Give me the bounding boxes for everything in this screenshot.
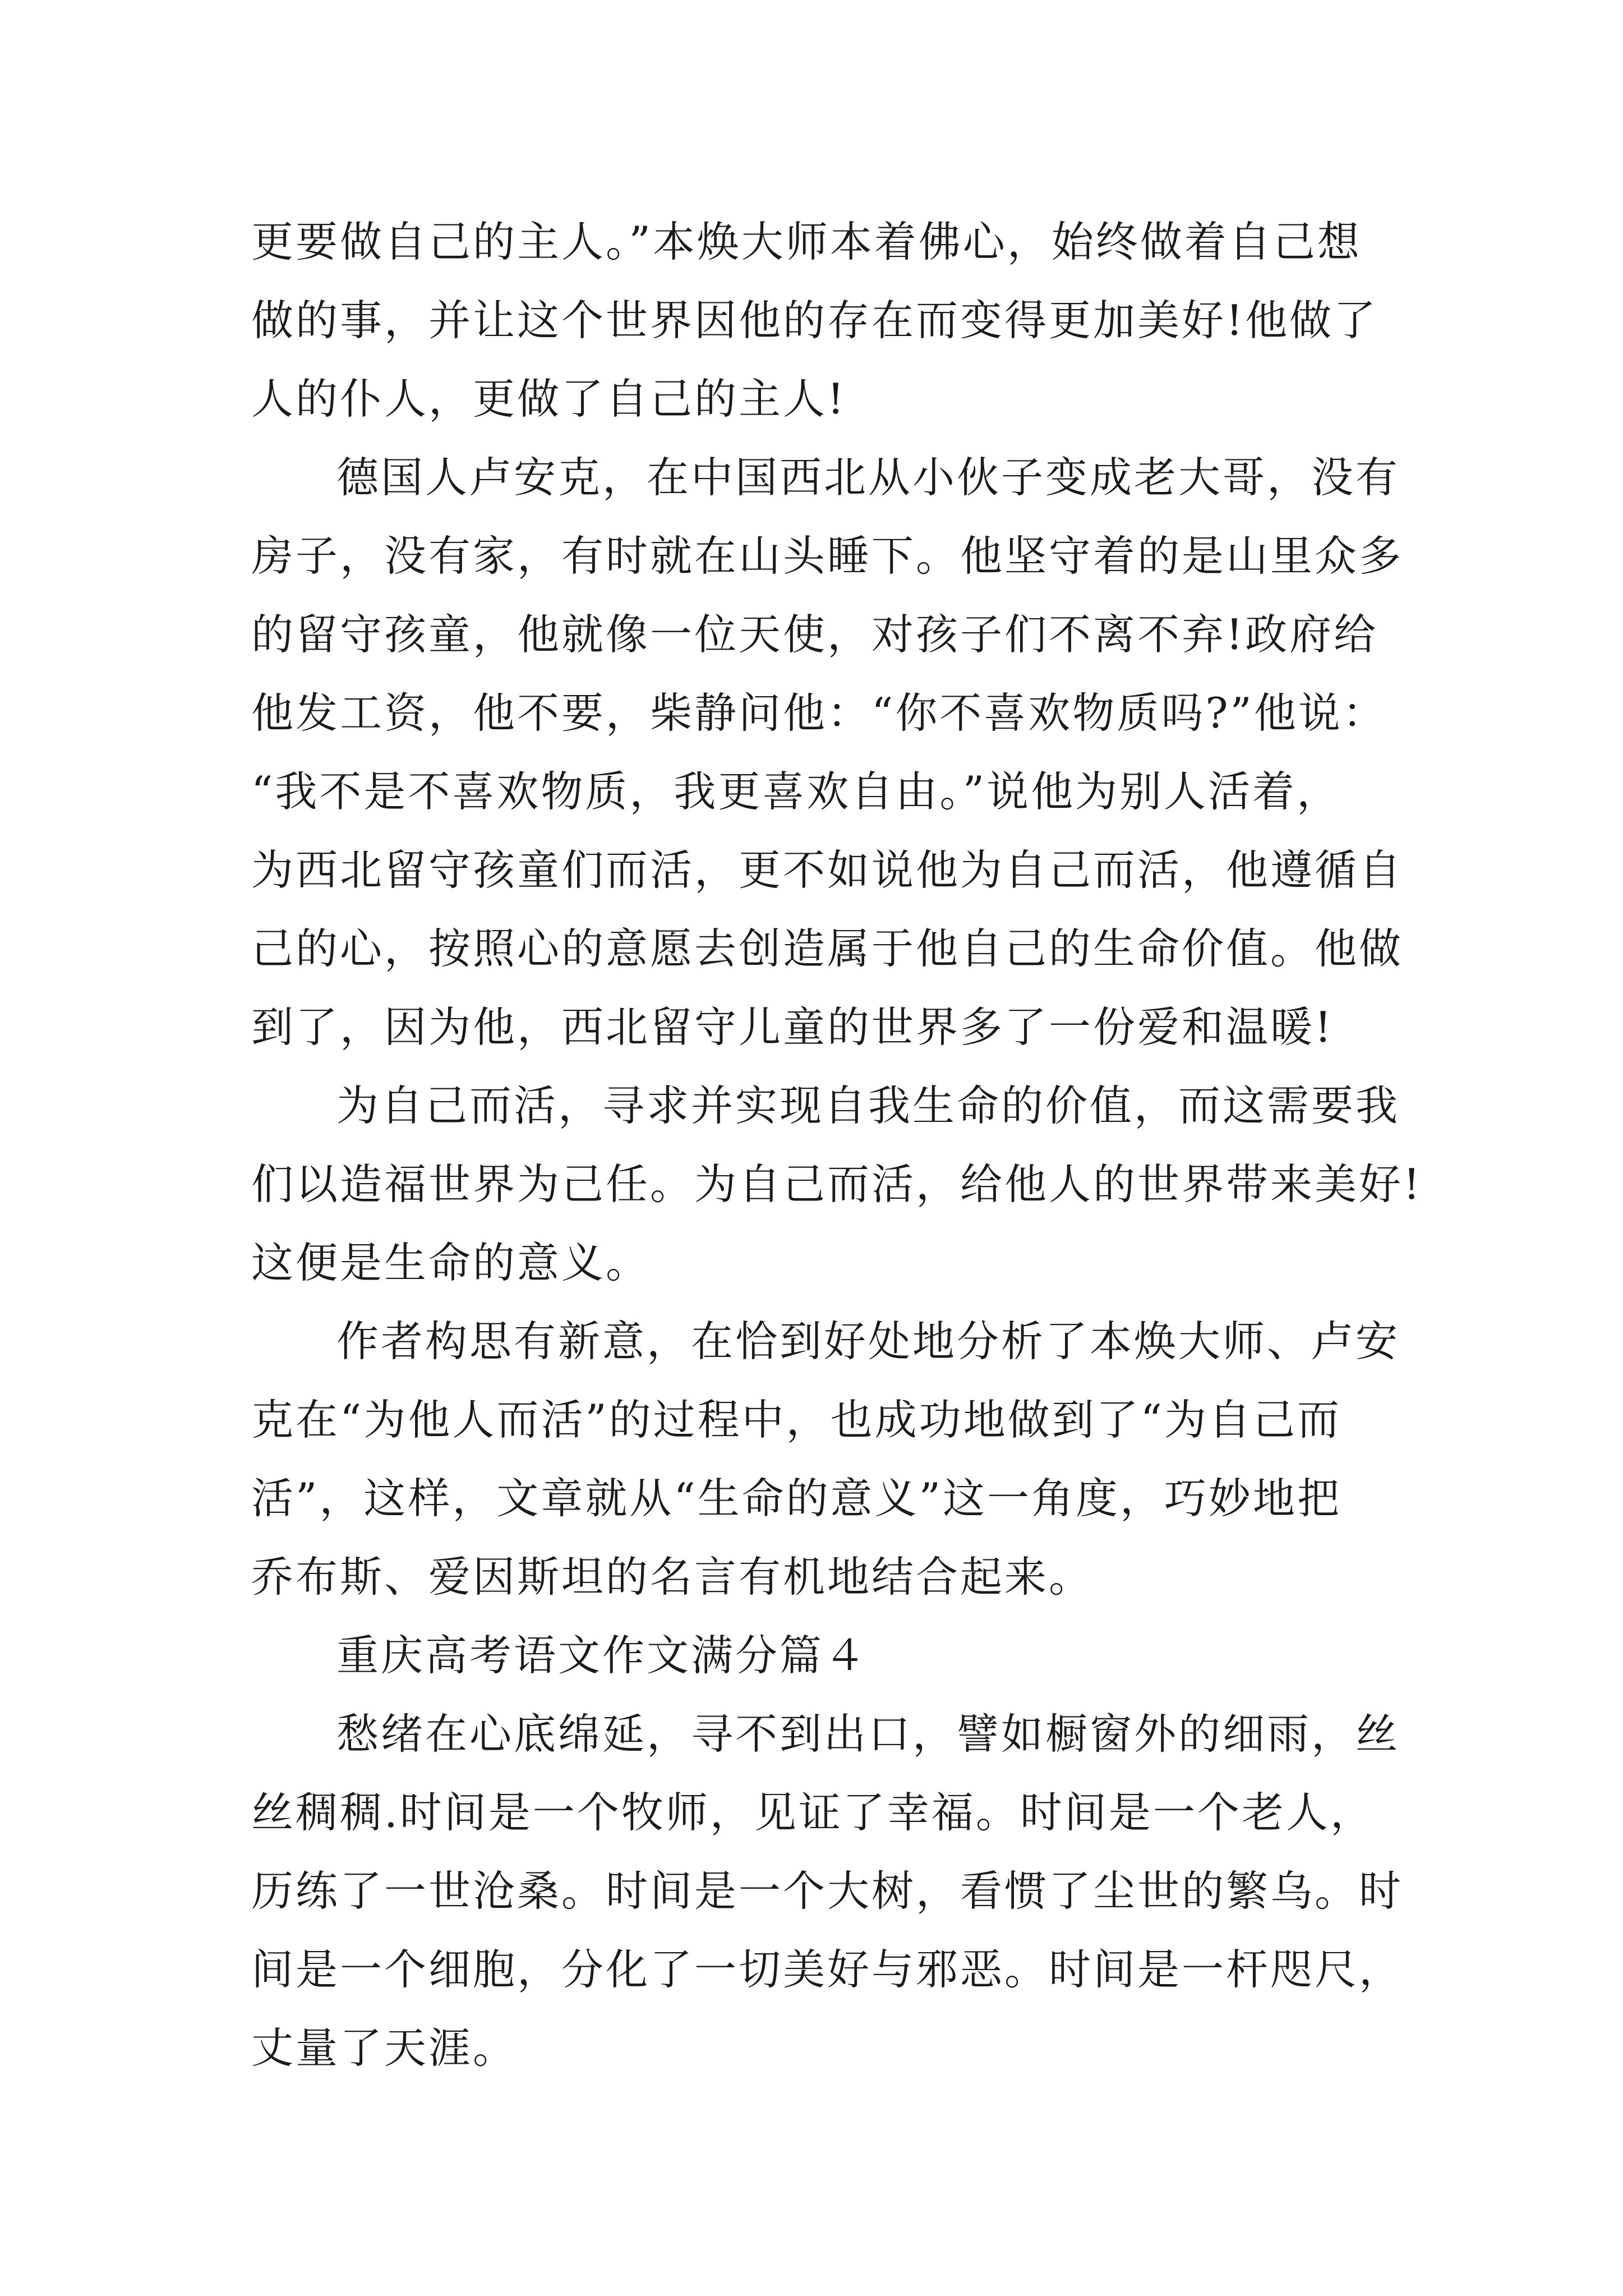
text-line: 做的事，并让这个世界因他的存在而变得更加美好!他做了 (251, 296, 1378, 345)
text-line: 到了，因为他，西北留守儿童的世界多了一份爱和温暖! (251, 1002, 1334, 1052)
text-line: “我不是不喜欢物质，我更喜欢自由。”说他为别人活着， (251, 767, 1341, 816)
text-line: 己的心，按照心的意愿去创造属于他自己的生命价值。他做 (251, 924, 1404, 973)
text-line: 乔布斯、爱因斯坦的名言有机地结合起来。 (251, 1552, 1094, 1602)
paragraph-first-line: 作者构思有新意，在恰到好处地分析了本焕大师、卢安 (336, 1317, 1400, 1366)
paragraph-first-line: 德国人卢安克，在中国西北从小伙子变成老大哥，没有 (336, 453, 1400, 502)
text-line: 历练了一世沧桑。时间是一个大树，看惯了尘世的繁乌。时 (251, 1866, 1404, 1916)
text-line: 为西北留守孩童们而活，更不如说他为自己而活，他遵循自 (251, 845, 1404, 895)
text-line: 的留守孩童，他就像一位天使，对孩子们不离不弃!政府给 (251, 610, 1378, 659)
text-line: 们以造福世界为己任。为自己而活，给他人的世界带来美好! (251, 1159, 1423, 1209)
text-line: 房子，没有家，有时就在山头睡下。他坚守着的是山里众多 (251, 531, 1404, 581)
text-line: 活”，这样，文章就从“生命的意义”这一角度，巧妙地把 (251, 1474, 1342, 1523)
paragraph-first-line: 愁绪在心底绵延，寻不到出口，譬如橱窗外的细雨，丝 (336, 1709, 1400, 1759)
text-line: 丈量了天涯。 (251, 2023, 518, 2073)
text-line: 克在“为他人而活”的过程中，也成功地做到了“为自己而 (251, 1395, 1342, 1444)
text-line: 他发工资，他不要，柴静问他：“你不喜欢物质吗?”他说： (251, 688, 1387, 738)
paragraph-first-line: 为自己而活，寻求并实现自我生命的价值，而这需要我 (336, 1081, 1400, 1130)
section-heading: 重庆高考语文作文满分篇４ (336, 1631, 869, 1680)
text-line: 更要做自己的主人。”本焕大师本着佛心，始终做着自己想 (251, 217, 1362, 266)
text-line: 人的仆人，更做了自己的主人! (251, 374, 847, 424)
text-line: 间是一个细胞，分化了一切美好与邪恶。时间是一杆咫尺， (251, 1945, 1404, 1994)
text-line: 这便是生命的意义。 (251, 1238, 651, 1287)
text-line: 丝稠稠.时间是一个牧师，见证了幸福。时间是一个老人， (251, 1788, 1375, 1837)
